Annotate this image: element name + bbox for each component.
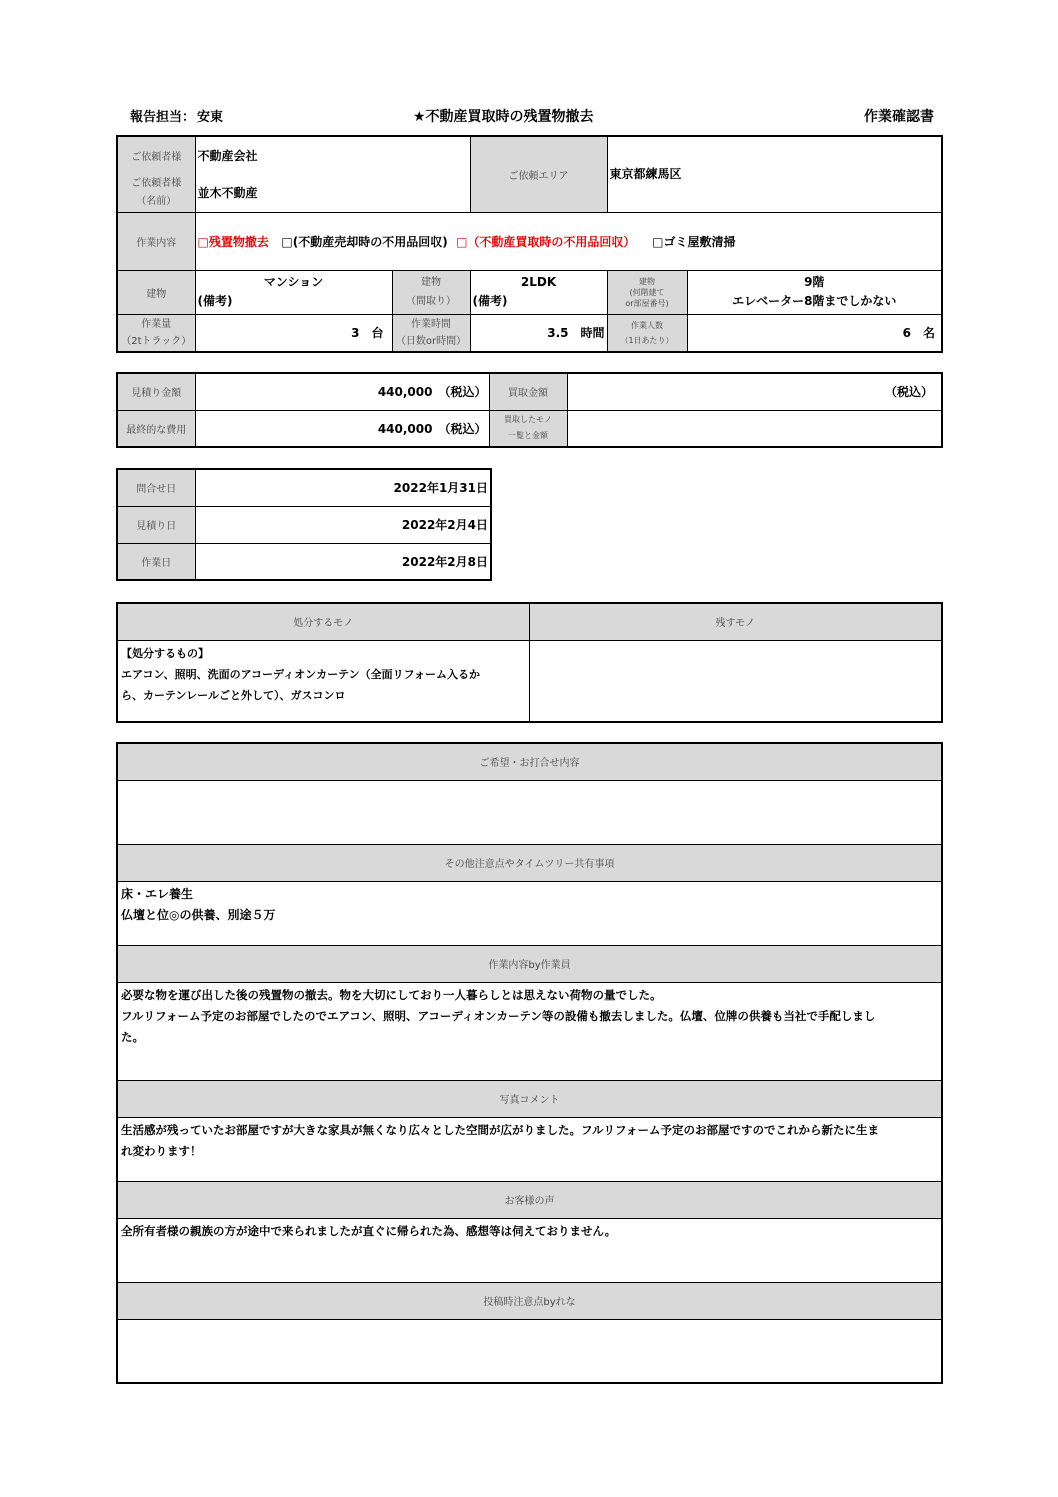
estimate-amount-label: 見積り金額 — [117, 373, 195, 410]
building-type-value: マンション — [263, 275, 324, 289]
sections-table — [116, 742, 943, 1384]
voice-line-1: 全所有者様の親族の方が途中で来られましたが直ぐに帰られた為、感想等は伺えておりません。 — [121, 1223, 617, 1238]
worker-header: 作業内容by作業員 — [117, 945, 942, 982]
work-option-3[interactable]: □（不動産買取時の不用品回収） — [456, 234, 636, 249]
doc-type: 作業確認書 — [864, 109, 934, 125]
purchased-items-label — [489, 410, 567, 447]
photo-content — [117, 1117, 942, 1181]
people-label — [607, 314, 687, 352]
client-type-label: ご依頼者様 — [117, 136, 195, 174]
layout-label-2: （間取り） — [406, 296, 456, 307]
work-type-label: 作業内容 — [117, 212, 195, 270]
dispose-line-1: 【処分するもの】 — [121, 646, 209, 660]
work-date: 2022年2月8日 — [195, 543, 491, 580]
work-date-label: 作業日 — [117, 543, 195, 580]
client-name-value: 並木不動産 — [195, 174, 470, 212]
building-type-note: (備考) — [197, 294, 233, 308]
photo-header: 写真コメント — [117, 1080, 942, 1117]
final-cost-label: 最終的な費用 — [117, 410, 195, 447]
posting-header: 投稿時注意点byれな — [117, 1282, 942, 1319]
client-type-value: 不動産会社 — [195, 136, 470, 174]
volume-label — [117, 314, 195, 352]
work-option-4[interactable]: □ゴミ屋敷清掃 — [652, 234, 736, 249]
page-title: ★不動産買取時の残置物撤去 — [413, 109, 594, 125]
floor — [687, 270, 942, 314]
client-table — [116, 135, 943, 353]
inquiry-date: 2022年1月31日 — [195, 469, 491, 506]
notes-line-1: 床・エレ養生 — [121, 886, 194, 901]
notes-line-2: 仏壇と位◎の供養、別途５万 — [121, 907, 276, 922]
reporter-name: 安東 — [197, 110, 224, 125]
layout — [470, 270, 607, 314]
dispose-header: 処分するモノ — [117, 603, 529, 640]
people-value: 6 名 — [687, 314, 942, 352]
voice-content — [117, 1218, 942, 1282]
inquiry-date-label: 問合せ日 — [117, 469, 195, 506]
notes-content — [117, 881, 942, 945]
work-option-2[interactable]: □(不動産売却時の不用品回収) — [281, 234, 448, 249]
layout-note: (備考) — [472, 294, 508, 308]
area-label: ご依頼エリア — [470, 136, 607, 212]
volume-label-1: 作業量 — [141, 318, 172, 330]
layout-label — [392, 270, 470, 314]
items-table — [116, 602, 943, 723]
floor-label-3: or部屋番号) — [625, 298, 669, 308]
worker-line-3: た。 — [121, 1029, 144, 1044]
floor-label-2: (何階建て — [629, 287, 665, 297]
worker-line-1: 必要な物を運び出した後の残置物の撤去。物を大切にしており一人暮らしとは思えない荷物の量でした。 — [121, 987, 662, 1002]
floor-label-1: 建物 — [639, 276, 655, 286]
request-content — [117, 780, 942, 844]
cost-table — [116, 372, 943, 448]
estimate-date: 2022年2月4日 — [195, 506, 491, 543]
request-header: ご希望・お打合せ内容 — [117, 743, 942, 780]
dispose-line-3: ら、カーテンレールごと外して）、ガスコンロ — [121, 688, 346, 702]
dates-table — [116, 468, 492, 581]
purchased-items — [567, 410, 942, 447]
building-label: 建物 — [117, 270, 195, 314]
purchased-items-label-2: 一覧と金額 — [508, 431, 548, 441]
floor-value: 9階 — [804, 275, 825, 289]
time-label-2: （日数or時間） — [395, 335, 467, 347]
worker-line-2: フルリフォーム予定のお部屋でしたのでエアコン、照明、アコーディオンカーテン等の設備も撤去しました。仏壇、位牌の供養も当社で手配しまし — [121, 1008, 876, 1023]
work-option-1[interactable]: □残置物撤去 — [197, 234, 269, 249]
floor-note: エレベーター8階までしかない — [732, 294, 897, 308]
posting-content — [117, 1319, 942, 1383]
volume-label-2: （2tトラック） — [121, 335, 192, 347]
reporter-label: 報告担当： — [130, 110, 196, 125]
building-type — [195, 270, 392, 314]
client-name-label — [117, 174, 195, 212]
worker-content — [117, 982, 942, 1080]
time-label-1: 作業時間 — [411, 318, 451, 330]
voice-header: お客様の声 — [117, 1181, 942, 1218]
work-type-options — [195, 212, 942, 270]
dispose-items — [117, 640, 529, 722]
area-value: 東京都練馬区 — [607, 136, 942, 212]
floor-label — [607, 270, 687, 314]
purchase-amount-label: 買取金額 — [489, 373, 567, 410]
dispose-line-2: エアコン、照明、洗面のアコーディオンカーテン（全面リフォーム入るか — [121, 667, 481, 681]
purchase-amount: （税込） — [567, 373, 942, 410]
people-label-2: （1日あたり） — [620, 335, 674, 345]
layout-value: 2LDK — [520, 275, 557, 289]
layout-label-1: 建物 — [421, 277, 441, 288]
keep-items — [529, 640, 942, 722]
client-name-label-2: （名前） — [136, 195, 177, 207]
photo-line-2: れ変わります！ — [121, 1143, 202, 1158]
estimate-amount: 440,000 （税込） — [195, 373, 489, 410]
volume-value: 3 台 — [195, 314, 392, 352]
keep-header: 残すモノ — [529, 603, 942, 640]
estimate-date-label: 見積り日 — [117, 506, 195, 543]
client-name-label-1: ご依頼者様 — [131, 177, 182, 189]
final-cost: 440,000 （税込） — [195, 410, 489, 447]
people-label-1: 作業人数 — [631, 320, 663, 330]
purchased-items-label-1: 買取したモノ — [504, 415, 552, 425]
time-label — [392, 314, 470, 352]
notes-header: その他注意点やタイムツリー共有事項 — [117, 844, 942, 881]
time-value: 3.5 時間 — [470, 314, 607, 352]
photo-line-1: 生活感が残っていたお部屋ですが大きな家具が無くなり広々とした空間が広がりました。フルリフォーム予定のお部屋ですのでこれから新たに生ま — [121, 1122, 879, 1137]
